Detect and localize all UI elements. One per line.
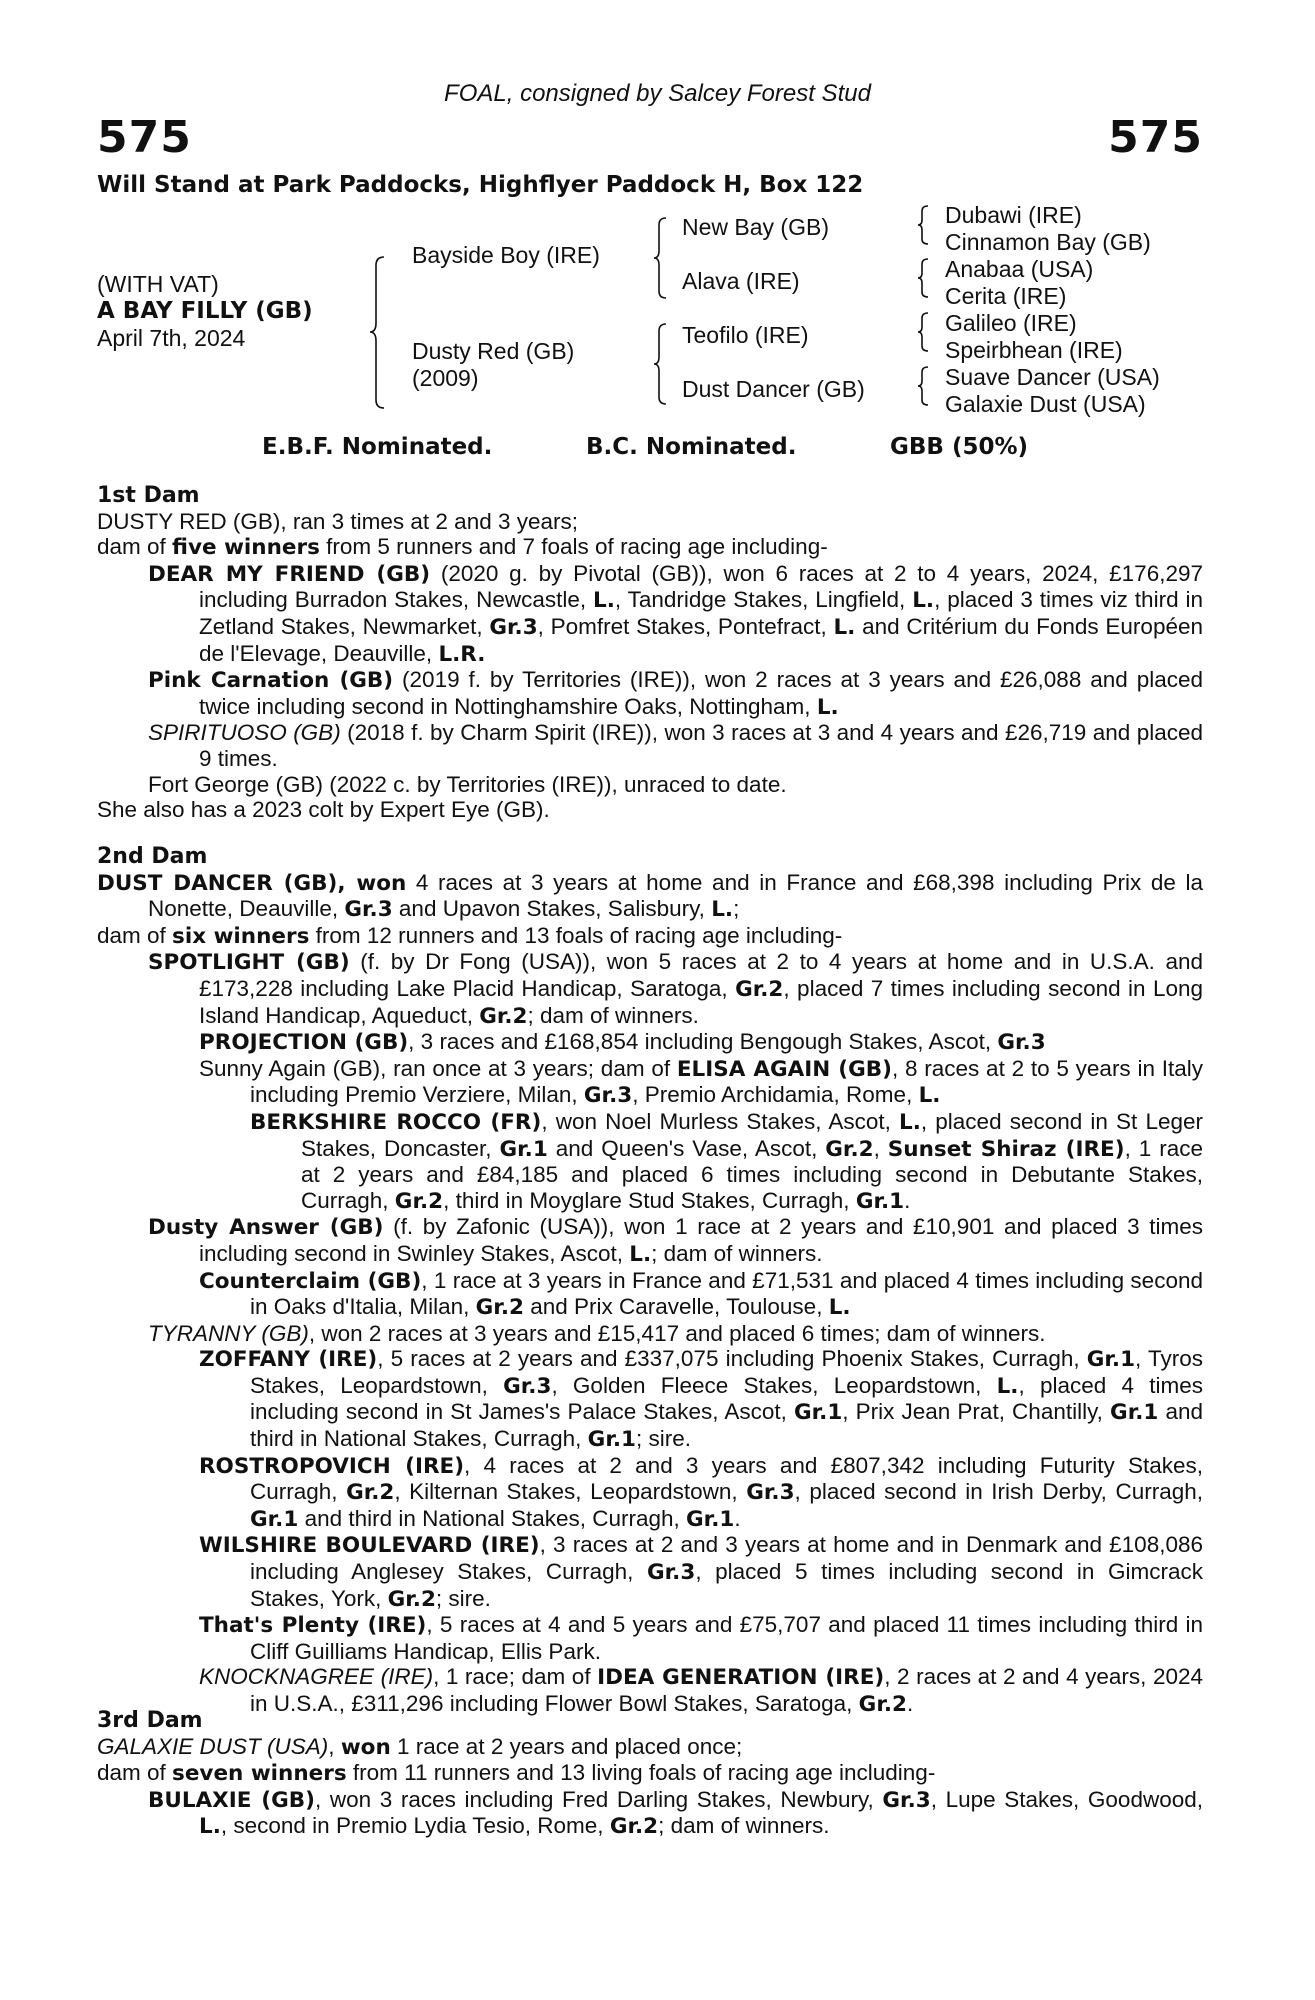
ebf-nomination: E.B.F. Nominated. — [262, 434, 493, 460]
section-heading: 2nd Dam — [97, 844, 208, 869]
lot-number-right: 575 — [1108, 112, 1203, 163]
sire-name: Bayside Boy (IRE) — [412, 242, 600, 268]
third-dam-section — [97, 1707, 1203, 1840]
section-heading: 3rd Dam — [97, 1708, 203, 1733]
produce-entry: TYRANNY (GB), won 2 races at 3 years and £15,417 and placed 6 times; dam of winners. — [148, 1320, 1046, 1346]
dam-sire-name: Teofilo (IRE) — [682, 322, 809, 348]
granddam-line-7: Suave Dancer (USA) — [945, 364, 1160, 390]
dam-intro: GALAXIE DUST (USA), won 1 race at 2 years and placed once; — [97, 1733, 743, 1760]
pedigree-bracket-g3 — [916, 311, 932, 353]
produce-entry: That's Plenty (IRE), 5 races at 4 and 5 years and £75,707 and placed 11 times including third in Cliff Guilliams Handicap, Ellis Park. — [199, 1612, 1204, 1664]
granddam-line-2: Cinnamon Bay (GB) — [945, 229, 1151, 255]
granddam-line-8: Galaxie Dust (USA) — [945, 391, 1146, 417]
dam-dam-name: Dust Dancer (GB) — [682, 376, 865, 402]
pedigree-bracket-g1 — [916, 204, 932, 246]
consignment-line: FOAL, consigned by Salcey Forest Stud — [444, 80, 871, 107]
granddam-line-6: Speirbhean (IRE) — [945, 337, 1123, 363]
dam-of-line: dam of six winners from 12 runners and 13 foals of racing age including- — [97, 922, 843, 949]
bc-nomination: B.C. Nominated. — [586, 434, 797, 460]
granddam-line-5: Galileo (IRE) — [945, 310, 1077, 336]
dam-intro: DUST DANCER (GB), won 4 races at 3 years at home and in France and £68,398 including Prix de la Nonette, Deauville, Gr.3 and Upavon Stakes, Salisbury, L.; — [97, 869, 1203, 923]
produce-entry: Fort George (GB) (2022 c. by Territories (IRE)), unraced to date. — [148, 771, 787, 797]
produce-entry: Counterclaim (GB), 1 race at 3 years in France and £71,531 and placed 4 times including second in Oaks d'Italia, Milan, Gr.2 and Prix Caravelle, Toulouse, L. — [199, 1267, 1203, 1321]
produce-entry: SPOTLIGHT (GB) (f. by Dr Fong (USA)), won 5 races at 2 to 4 years at home and in U.S.A. and £173,228 including Lake Placid Handicap, Saratoga, Gr.2, placed 7 times including second in Long Island Handicap, Aqueduct, Gr.2; dam of winners. — [148, 949, 1204, 1029]
produce-entry: WILSHIRE BOULEVARD (IRE), 3 races at 2 and 3 years at home and in Denmark and £108,086 including Anglesey Stakes, Curragh, Gr.3, placed 5 times including second in Gimcrack Stakes, York, Gr.2; sire. — [199, 1532, 1203, 1612]
closing-note: She also has a 2023 colt by Expert Eye (GB). — [97, 797, 550, 823]
produce-entry: ROSTROPOVICH (IRE), 4 races at 2 and 3 years and £807,342 including Futurity Stakes, Curragh, Gr.2, Kilternan Stakes, Leopardstown, Gr.3, placed second in Irish Derby, Curragh, Gr.1 and third in National Stakes, Curragh, Gr.1. — [199, 1452, 1203, 1532]
first-dam-section — [97, 482, 1203, 823]
vat-label: (WITH VAT) — [97, 271, 219, 297]
lot-horse-name: A BAY FILLY (GB) — [97, 298, 313, 324]
produce-entry: DEAR MY FRIEND (GB) (2020 g. by Pivotal (GB)), won 6 races at 2 to 4 years, 2024, £176,297 including Burradon Stakes, Newcastle, L., Tandridge Stakes, Lingfield, L., placed 3 times viz third in Zetland Stakes, Newmarket, Gr.3, Pomfret Stakes, Pontefract, L. and Critérium du Fonds Européen de l'Elevage, Deauville, L.R. — [148, 560, 1203, 667]
dam-intro: DUSTY RED (GB), ran 3 times at 2 and 3 years; — [97, 508, 579, 534]
gbb-note: GBB (50%) — [890, 434, 1029, 460]
pedigree-bracket-main — [368, 255, 388, 410]
pedigree-bracket-dam — [652, 322, 670, 406]
produce-entry: SPIRITUOSO (GB) (2018 f. by Charm Spirit (IRE)), won 3 races at 3 and 4 years and £26,719 and placed 9 times. — [148, 720, 1203, 771]
dam-name: Dusty Red (GB) — [412, 338, 575, 364]
sire-sire-name: New Bay (GB) — [682, 214, 829, 240]
dam-of-line: dam of seven winners from 11 runners and 13 living foals of racing age including- — [97, 1760, 936, 1787]
pedigree-bracket-sire — [652, 216, 670, 300]
pedigree-bracket-g4 — [916, 365, 932, 407]
granddam-line-3: Anabaa (USA) — [945, 256, 1094, 282]
produce-entry: BERKSHIRE ROCCO (FR), won Noel Murless Stakes, Ascot, L., placed second in St Leger Stakes, Doncaster, Gr.1 and Queen's Vase, Ascot, Gr.2, Sunset Shiraz (IRE), 1 race at 2 years and £84,185 and placed 6 times including second in Debutante Stakes, Curragh, Gr.2, third in Moyglare Stud Stakes, Curragh, Gr.1. — [250, 1108, 1203, 1214]
stand-info: Will Stand at Park Paddocks, Highflyer Paddock H, Box 122 — [97, 172, 864, 198]
granddam-line-1: Dubawi (IRE) — [945, 202, 1082, 228]
produce-entry: Sunny Again (GB), ran once at 3 years; dam of ELISA AGAIN (GB), 8 races at 2 to 5 years in Italy including Premio Verziere, Milan, Gr.3, Premio Archidamia, Rome, L. — [199, 1055, 1203, 1109]
produce-entry: PROJECTION (GB), 3 races and £168,854 including Bengough Stakes, Ascot, Gr.3 — [199, 1029, 1046, 1056]
lot-number-left: 575 — [97, 112, 192, 163]
granddam-line-4: Cerita (IRE) — [945, 283, 1067, 309]
foaling-date: April 7th, 2024 — [97, 325, 246, 351]
produce-entry: ZOFFANY (IRE), 5 races at 2 years and £337,075 including Phoenix Stakes, Curragh, Gr.1, Tyros Stakes, Leopardstown, Gr.3, Golden Fleece Stakes, Leopardstown, L., placed 4 times including second in St James's Palace Stakes, Ascot, Gr.1, Prix Jean Prat, Chantilly, Gr.1 and third in National Stakes, Curragh, Gr.1; sire. — [199, 1346, 1204, 1453]
produce-entry: Pink Carnation (GB) (2019 f. by Territories (IRE)), won 2 races at 3 years and £26,088 and placed twice including second in Nottinghamshire Oaks, Nottingham, L. — [148, 667, 1203, 720]
dam-year: (2009) — [412, 365, 479, 391]
second-dam-section — [97, 843, 1203, 1718]
pedigree-bracket-g2 — [916, 257, 932, 299]
produce-entry: BULAXIE (GB), won 3 races including Fred Darling Stakes, Newbury, Gr.3, Lupe Stakes, Goodwood, L., second in Premio Lydia Tesio, Rome, Gr.2; dam of winners. — [148, 1786, 1204, 1840]
produce-entry: KNOCKNAGREE (IRE), 1 race; dam of IDEA GENERATION (IRE), 2 races at 2 and 4 years, 2024 in U.S.A., £311,296 including Flower Bowl Stakes, Saratoga, Gr.2. — [199, 1664, 1204, 1717]
sire-dam-name: Alava (IRE) — [682, 268, 800, 294]
section-heading: 1st Dam — [97, 483, 200, 508]
produce-entry: Dusty Answer (GB) (f. by Zafonic (USA)), won 1 race at 2 years and £10,901 and placed 3 times including second in Swinley Stakes, Ascot, L.; dam of winners. — [148, 1214, 1203, 1267]
dam-of-line: dam of five winners from 5 runners and 7 foals of racing age including- — [97, 534, 828, 561]
